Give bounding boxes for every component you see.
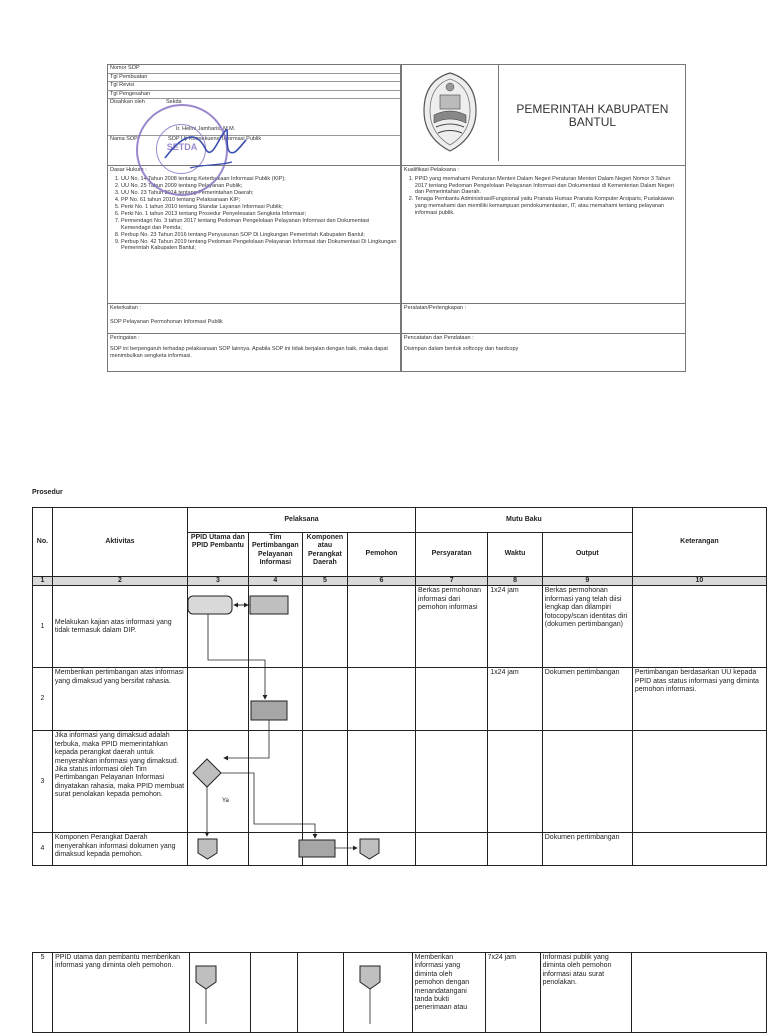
row-persyaratan <box>416 668 488 731</box>
row-number: 3 <box>33 731 53 833</box>
row-waktu <box>488 833 542 866</box>
tgl-revisi-label: Tgl Revisi <box>108 82 400 91</box>
tgl-pengesahan-label: Tgl Pengesahan <box>108 91 400 100</box>
dasar-hukum-item: 2. UU No. 25 Tahun 2009 tentang Pelayanan Publik; <box>121 183 398 190</box>
coat-of-arms <box>402 65 499 161</box>
header-pemohon: Pemohon <box>347 533 415 577</box>
procedure-table <box>32 507 767 866</box>
row-waktu: 7x24 jam <box>485 953 540 1033</box>
row-output: Berkas permohonan informasi yang telah diisi lengkap dan dilampiri fotocopy/scan identitas diri (dokumen pertimbangan) <box>542 586 632 668</box>
column-number: 8 <box>488 577 542 586</box>
dasar-hukum-item: 5. Perki No. 1 tahun 2010 tentang Standar Layanan Informasi Publik; <box>121 204 398 211</box>
column-number-row <box>33 577 767 586</box>
row-number: 4 <box>33 833 53 866</box>
column-number: 9 <box>542 577 632 586</box>
government-header-cell <box>401 65 685 166</box>
dasar-hukum-title: Dasar Hukum : <box>110 166 147 173</box>
table-row <box>33 833 767 866</box>
column-number: 7 <box>416 577 488 586</box>
dasar-hukum-item: 4. PP No. 61 tahun 2010 tentang Pelaksanaan KIP; <box>121 197 398 204</box>
row-number: 5 <box>33 953 53 1033</box>
nomor-sop-label: Nomor SOP <box>108 65 400 74</box>
dasar-hukum-item: 1. UU No. 14 Tahun 2008 tentang Keterbukaan Informasi Publik (KIP); <box>121 176 398 183</box>
header-aktivitas: Aktivitas <box>52 508 187 577</box>
dasar-hukum-item: 9. Perbup No. 42 Tahun 2019 tentang Pedoman Pengelolaan Pelayanan Informasi dan Dokumentasi Di Lingkungan Pemerintah Kabupaten Bantul; <box>121 239 398 252</box>
column-number: 3 <box>188 577 249 586</box>
signatory-name: Ir. Helmi Jamharis, M.M. <box>176 126 236 133</box>
keterkaitan-title: Keterkaitan : <box>110 304 141 311</box>
kualifikasi-item: 2. Tenaga Pembantu Administrasi/Fungsional yaitu Pranata Humas Pranata Komputer Arsiparis, Pustakawan yang memahami dan memiliki kemampuan pendokumentasian, IT, atau memahami tentang pelayanan informasi publik. <box>415 196 683 216</box>
header-pelaksana: Pelaksana <box>188 508 416 533</box>
dasar-hukum-cell <box>108 165 401 303</box>
column-number: 4 <box>248 577 302 586</box>
header-no: No. <box>33 508 53 577</box>
table-row <box>33 953 767 1033</box>
row-output: Dokumen pertimbangan <box>542 668 632 731</box>
dasar-hukum-item: 8. Perbup No. 23 Tahun 2016 tentang Penyusunan SOP Di Lingkungan Pemerintah Kabupaten Bantul; <box>121 232 398 239</box>
peringatan-cell <box>108 333 401 371</box>
signature-icon <box>160 118 250 178</box>
nama-sop-value: SOP Uji Konsekuensi Informasi Publik <box>168 136 262 143</box>
row-keterangan: Pertimbangan berdasarkan UU kepada PPID atas status informasi yang diminta pemohon informasi. <box>632 668 766 731</box>
row-aktivitas: Komponen Perangkat Daerah menyerahkan informasi dokumen yang dimaksud kepada pemohon. <box>52 833 187 866</box>
tgl-pembuatan-label: Tgl Pembuatan <box>108 74 400 83</box>
bantul-seal-icon <box>402 65 498 161</box>
stamp-text: SETDA <box>166 142 198 152</box>
row-keterangan <box>632 731 766 833</box>
dasar-hukum-list <box>110 176 398 252</box>
row-persyaratan: Memberikan informasi yang diminta oleh pemohon dengan menandatangani tanda bukti penerimaan atau <box>412 953 485 1033</box>
row-waktu <box>488 731 542 833</box>
table-row <box>33 586 767 668</box>
keterkaitan-value: SOP Pelayanan Permohonan Informasi Publik <box>110 319 223 326</box>
header-mutu-baku: Mutu Baku <box>416 508 633 533</box>
column-number: 1 <box>33 577 53 586</box>
row-number: 1 <box>33 586 53 668</box>
table-row <box>33 668 767 731</box>
row-aktivitas: Memberikan pertimbangan atas informasi yang dimaksud yang bersifat rahasia. <box>52 668 187 731</box>
row-waktu: 1x24 jam <box>488 586 542 668</box>
disahkan-oleh-label: Disahkan oleh <box>110 99 145 106</box>
disahkan-oleh-value: Sekda <box>166 99 182 106</box>
row-keterangan <box>632 586 766 668</box>
peralatan-cell <box>401 303 685 333</box>
row-output <box>542 731 632 833</box>
peringatan-title: Peringatan : <box>110 334 140 341</box>
pencatatan-value: Disimpan dalam bentuk softcopy dan hardcopy <box>403 346 519 353</box>
column-number: 5 <box>302 577 347 586</box>
row-persyaratan <box>416 731 488 833</box>
header-persyaratan: Persyaratan <box>416 533 488 577</box>
dasar-hukum-item: 7. Permendagri No. 3 tahun 2017 tentang Pedoman Pengelolaan Pelayanan Informasi dan Dokumentasi Kemendagri dan Pemda; <box>121 218 398 231</box>
header-tim-pertimbangan: Tim Pertimbangan Pelayanan Informasi <box>248 533 302 577</box>
row-aktivitas: PPID utama dan pembantu memberikan informasi yang diminta oleh pemohon. <box>53 953 189 1033</box>
government-title: PEMERINTAH KABUPATEN BANTUL <box>516 102 669 129</box>
procedure-table-continued <box>32 952 767 1033</box>
row-keterangan <box>631 953 766 1033</box>
header-komponen: Komponen atau Perangkat Daerah <box>302 533 347 577</box>
header-waktu: Waktu <box>488 533 542 577</box>
row-number: 2 <box>33 668 53 731</box>
row-aktivitas: Melakukan kajian atas informasi yang tidak termasuk dalam DIP. <box>52 586 187 668</box>
column-number: 6 <box>347 577 415 586</box>
kualifikasi-item: 1. PPID yang memahami Peraturan Menteri Dalam Negeri Peraturan Menteri Dalam Negeri Nomor 3 Tahun 2017 tentang Pedoman Pengelolaan Pelayanan Informasi dan Dokumentasi di Kementerian Dalam Negeri dan Pemerintahan Daerah. <box>415 176 683 196</box>
header-keterangan: Keterangan <box>632 508 766 577</box>
row-keterangan <box>632 833 766 866</box>
ya-label: Ya <box>222 798 229 804</box>
pencatatan-cell <box>401 333 685 371</box>
kualifikasi-title: Kualifikasi Pelaksana : <box>403 166 459 173</box>
row-output: Dokumen pertimbangan <box>542 833 632 866</box>
table-row <box>33 731 767 833</box>
nama-sop-label: Nama SOP <box>110 136 138 143</box>
kualifikasi-list <box>404 176 683 216</box>
peralatan-title: Peralatan/Perlengkapan : <box>403 304 466 311</box>
row-aktivitas: Jika informasi yang dimaksud adalah terbuka, maka PPID memerintahkan kepada perangkat daerah untuk menyerahkan informasi yang dimaksud. Jika status informasi oleh Tim Pertimbangan Pelayanan Informasi dinyatakan rahasia, maka PPID membuat surat penolakan kepada pemohon. <box>52 731 187 833</box>
dasar-hukum-item: 6. Perki No. 1 tahun 2013 tentang Prosedur Penyelesaian Sengketa Informasi; <box>121 211 398 218</box>
keterkaitan-cell <box>108 303 401 333</box>
kualifikasi-cell <box>401 165 685 303</box>
row-waktu: 1x24 jam <box>488 668 542 731</box>
dasar-hukum-item: 3. UU No. 23 Tahun 2014 tentang Pemerintahan Daerah; <box>121 190 398 197</box>
procedure-title: Prosedur <box>32 489 63 496</box>
header-output: Output <box>542 533 632 577</box>
column-number: 2 <box>52 577 187 586</box>
header-ppid-utama: PPID Utama dan PPID Pembantu <box>188 533 249 577</box>
row-output: Informasi publik yang diminta oleh pemohon informasi atau surat penolakan. <box>540 953 631 1033</box>
row-persyaratan <box>416 833 488 866</box>
peringatan-value: SOP ini berpengaruh terhadap pelaksanaan SOP lainnya. Apabila SOP ini tidak berjalan dengan baik, maka dapat menimbulkan sengketa informasi. <box>110 346 388 359</box>
pencatatan-title: Pencatatan dan Pendataan : <box>403 334 474 341</box>
column-number: 10 <box>632 577 766 586</box>
row-persyaratan: Berkas permohonan informasi dari pemohon informasi <box>416 586 488 668</box>
